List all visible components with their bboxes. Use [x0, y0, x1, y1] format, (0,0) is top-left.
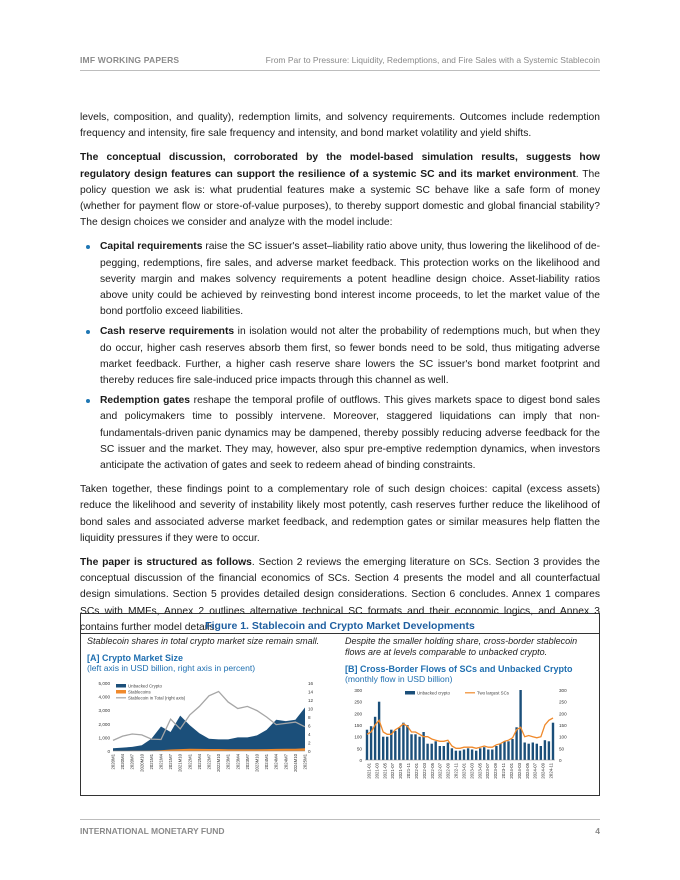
y-tick-label: 100 — [354, 734, 362, 740]
legend-label: Stablecoin in Total (right axis) — [128, 695, 186, 701]
panel-b-note: Despite the smaller holding share, cross-border stablecoin flows are at levels comparable to unbacked crypto. — [345, 636, 578, 657]
x-tick-label: 2022-05 — [429, 763, 435, 779]
bar-unbacked-crypto — [552, 723, 554, 760]
bar-unbacked-crypto — [487, 750, 489, 761]
bar-unbacked-crypto — [447, 743, 449, 761]
bar-unbacked-crypto — [426, 744, 428, 760]
panel-b-title: [B] Cross-Border Flows of SCs and Unbacked Crypto — [345, 664, 573, 674]
x-tick-label: 2022M4 — [196, 754, 202, 770]
x-tick-label: 2021-11 — [406, 763, 412, 779]
crypto-market-size-chart — [87, 673, 332, 783]
x-tick-label: 2021M10 — [177, 754, 183, 772]
paragraph-text: . The policy question we ask is: what prudential features make a systemic SC behave like a safe form of money (whether for payment flow or store-of-value purposes), to thereby support domestic and global financial stability? The design choices we consider and analyze with the model include: — [80, 168, 600, 229]
bar-unbacked-crypto — [418, 737, 420, 760]
x-tick-label: 2021M1 — [148, 754, 154, 770]
x-tick-label: 2023M10 — [254, 754, 260, 772]
panel-a — [87, 636, 332, 788]
bar-unbacked-crypto — [406, 725, 408, 760]
figure-box — [80, 613, 600, 796]
series-area-unbacked-crypto — [113, 708, 305, 752]
bar-unbacked-crypto — [398, 727, 400, 760]
x-tick-label: 2024-09 — [540, 763, 546, 779]
x-tick-label: 2024M7 — [283, 754, 289, 770]
bold-lead: Capital requirements — [100, 241, 203, 253]
bar-unbacked-crypto — [443, 746, 445, 760]
bold-lead: The paper is structured as follows — [80, 557, 252, 569]
x-tick-label: 2023M1 — [225, 754, 231, 770]
bar-unbacked-crypto — [455, 751, 457, 760]
y-tick-label: 300 — [354, 688, 362, 693]
y2-tick-label: 0 — [559, 758, 562, 763]
y2-tick-label: 8 — [308, 715, 311, 720]
x-tick-label: 2024-01 — [508, 763, 514, 779]
x-tick-label: 2023-03 — [469, 763, 475, 779]
legend-label: Unbacked crypto — [417, 690, 450, 696]
footer-rule — [80, 819, 600, 820]
x-tick-label: 2022M1 — [187, 754, 193, 770]
x-tick-label: 2024M4 — [273, 754, 279, 770]
list-item-text: raise the SC issuer's asset–liability ratio above unity, thus lowering the likelihood of de-pegging, redemptions, fire sales, and adverse market feedback. This protection works on the likelihood and severity margin and makes solvency requirements a potent headline design choice. Asset-liability ratios above unity could be achieved by reinvesting bond interest income proceeds, to let the market value of the bond portfolio exceed liabilities. — [100, 241, 600, 318]
y-tick-label: 150 — [354, 723, 362, 728]
bar-unbacked-crypto — [548, 741, 550, 760]
x-tick-label: 2024-11 — [548, 763, 554, 779]
y2-tick-label: 300 — [559, 688, 567, 693]
list-item — [100, 239, 600, 320]
bar-unbacked-crypto — [414, 734, 416, 760]
bar-unbacked-crypto — [495, 746, 497, 760]
legend-swatch — [405, 691, 415, 695]
x-tick-label: 2023-09 — [493, 763, 499, 779]
x-tick-label: 2021-07 — [390, 763, 396, 779]
bar-unbacked-crypto — [532, 743, 534, 761]
cross-border-flows-chart — [345, 684, 590, 794]
bar-unbacked-crypto — [540, 746, 542, 760]
bar-unbacked-crypto — [471, 750, 473, 761]
x-tick-label: 2020M7 — [129, 754, 135, 770]
legend-label: Unbacked Crypto — [128, 683, 162, 689]
bar-unbacked-crypto — [463, 750, 465, 761]
bullet-list — [80, 239, 600, 474]
y-tick-label: 250 — [354, 699, 362, 705]
list-item-text: reshape the temporal profile of outflows. This gives markets space to digest bond sales and policymakers time to possibly intervene. Moreover, staggered liquidations can imply that non-fundamentals-driven panic dynamics may be dampened, thereby possibly reducing adverse feedback for the SC issuer and the market. They may, however, also spur pre-emptive redemption dynamics, when investors anticipate the activation of gates and seek to redeem ahead of binding constraints. — [100, 395, 600, 472]
legend-label: Two largest SCs — [477, 690, 509, 696]
page-number: 4 — [595, 826, 600, 836]
y-tick-label: 4,000 — [98, 694, 110, 700]
list-item — [100, 324, 600, 389]
legend-swatch — [116, 684, 126, 688]
y2-tick-label: 12 — [308, 698, 314, 703]
bar-unbacked-crypto — [439, 746, 441, 760]
header-series: IMF WORKING PAPERS — [80, 55, 180, 65]
bar-unbacked-crypto — [544, 740, 546, 760]
bold-lead: The conceptual discussion, corroborated by the model-based simulation results, suggests how regulatory design features can support the resilience of a systemic SC and its market environment — [80, 152, 600, 180]
legend-swatch — [116, 690, 126, 694]
panel-a-subtitle: (left axis in USD billion, right axis in percent) — [87, 663, 256, 673]
header-title: From Par to Pressure: Liquidity, Redemptions, and Fire Sales with a Systemic Stablecoin — [265, 55, 600, 65]
bar-unbacked-crypto — [451, 748, 453, 760]
panel-b-subtitle: (monthly flow in USD billion) — [345, 674, 453, 684]
figure-title: Figure 1. Stablecoin and Crypto Market Developments — [205, 620, 475, 632]
bar-unbacked-crypto — [524, 743, 526, 761]
x-tick-label: 2022M10 — [216, 754, 222, 772]
y2-tick-label: 6 — [308, 723, 311, 729]
paragraph — [80, 150, 600, 231]
bold-lead: Redemption gates — [100, 395, 191, 407]
x-tick-label: 2022-01 — [413, 763, 419, 779]
x-tick-label: 2023-01 — [461, 763, 467, 779]
y-tick-label: 3,000 — [98, 708, 110, 714]
bar-unbacked-crypto — [536, 744, 538, 760]
x-tick-label: 2023M7 — [244, 754, 250, 770]
x-tick-label: 2022-07 — [437, 763, 443, 779]
y2-tick-label: 0 — [308, 749, 311, 754]
x-tick-label: 2020M10 — [139, 754, 145, 772]
bar-unbacked-crypto — [431, 744, 433, 760]
y2-tick-label: 100 — [559, 734, 567, 740]
bar-unbacked-crypto — [459, 751, 461, 760]
bar-unbacked-crypto — [491, 750, 493, 761]
y-tick-label: 2,000 — [98, 721, 110, 727]
x-tick-label: 2022-03 — [421, 763, 427, 779]
bar-unbacked-crypto — [479, 748, 481, 760]
x-tick-label: 2023M4 — [235, 754, 241, 770]
y2-tick-label: 200 — [559, 711, 567, 717]
bar-unbacked-crypto — [435, 741, 437, 760]
paragraph-text: . Section 2 reviews the emerging literature on SCs. Section 3 provides the conceptual discussion of the financial economics of SCs. Section 4 presents the model and all counterfactual design simulations. Section 5 provides detailed design considerations. Section 6 concludes. Annex 1 compares SCs with MMFs, Annex 2 outlines alternative technical SC formats and their economic logics, and Annex 3 contains further model details. — [80, 557, 601, 633]
bar-unbacked-crypto — [394, 731, 396, 760]
x-tick-label: 2023-11 — [501, 763, 507, 779]
x-tick-label: 2022-09 — [445, 763, 451, 779]
y-tick-label: 0 — [359, 758, 362, 763]
bar-unbacked-crypto — [386, 737, 388, 760]
figure-title-rule — [81, 633, 599, 634]
bar-unbacked-crypto — [378, 702, 380, 760]
list-item — [100, 393, 600, 474]
panel-b — [345, 636, 590, 799]
y-tick-label: 1,000 — [98, 735, 110, 741]
x-tick-label: 2024-05 — [524, 763, 530, 779]
x-tick-label: 2022-11 — [453, 763, 459, 779]
y2-tick-label: 150 — [559, 723, 567, 728]
x-tick-label: 2023-07 — [485, 763, 491, 779]
x-tick-label: 2021M4 — [158, 754, 164, 770]
x-tick-label: 2021-09 — [398, 763, 404, 779]
panel-a-title: [A] Crypto Market Size — [87, 653, 184, 663]
x-tick-label: 2025M1 — [302, 754, 308, 770]
y2-tick-label: 4 — [308, 732, 311, 737]
bold-lead: Cash reserve requirements — [100, 326, 235, 338]
y-tick-label: 5,000 — [98, 681, 110, 686]
paragraph: levels, composition, and quality), redemption limits, and solvency requirements. Outcomes include redemption frequency and intensity, fire sale frequency and intensity, and bond market volatility and yield shifts. — [80, 112, 600, 140]
x-tick-label: 2021-01 — [366, 763, 372, 779]
bar-unbacked-crypto — [467, 748, 469, 760]
paragraph: Taken together, these findings point to a complementary role of such design choices: capital (excess assets) reduce the likelihood and severity of instability likely most potently, cash reserves further reduce the likelihood of bond sales and associated adverse market feedback, and redemption gates or similar measures help flatten the liquidity pressures if they were to occur. — [80, 484, 600, 544]
y-tick-label: 0 — [107, 749, 110, 754]
legend-label: Stablecoins — [128, 689, 151, 695]
bar-unbacked-crypto — [475, 751, 477, 760]
y-tick-label: 50 — [356, 746, 362, 752]
list-item-text: in isolation would not alter the probability of redemptions much, but when they do occur, higher cash reserves absorb them first, so fewer bonds need to be sold, thus mitigating adverse market feedback. Further, a higher cash reserve share lowers the SC issuer's bond market footprint and thereby reduces fire sale-induced price impacts through this channel as well. — [100, 326, 600, 387]
x-tick-label: 2024M1 — [264, 754, 270, 770]
bar-unbacked-crypto — [503, 741, 505, 760]
bar-unbacked-crypto — [382, 737, 384, 760]
x-tick-label: 2020M4 — [120, 754, 126, 770]
bar-unbacked-crypto — [483, 747, 485, 760]
bar-unbacked-crypto — [511, 739, 513, 760]
y2-tick-label: 16 — [308, 681, 314, 686]
bar-unbacked-crypto — [519, 690, 521, 760]
header-rule — [80, 70, 600, 71]
x-tick-label: 2024-03 — [516, 763, 522, 779]
x-tick-label: 2020M1 — [110, 754, 116, 770]
main-text — [80, 110, 600, 644]
y2-tick-label: 14 — [308, 689, 314, 695]
y2-tick-label: 50 — [559, 746, 565, 752]
bar-unbacked-crypto — [528, 744, 530, 760]
footer — [80, 826, 600, 836]
x-tick-label: 2023-05 — [477, 763, 483, 779]
y2-tick-label: 250 — [559, 699, 567, 705]
x-tick-label: 2024-07 — [532, 763, 538, 779]
bar-unbacked-crypto — [410, 734, 412, 760]
footer-org: INTERNATIONAL MONETARY FUND — [80, 826, 225, 836]
panel-a-note: Stablecoin shares in total crypto market size remain small. — [87, 636, 320, 646]
x-tick-label: 2021M7 — [168, 754, 174, 770]
bar-unbacked-crypto — [507, 741, 509, 760]
bar-unbacked-crypto — [499, 744, 501, 760]
x-tick-label: 2022M7 — [206, 754, 212, 770]
y-tick-label: 200 — [354, 711, 362, 717]
y2-tick-label: 2 — [308, 740, 311, 746]
x-tick-label: 2021-05 — [382, 763, 388, 779]
x-tick-label: 2024M10 — [292, 754, 298, 772]
bar-unbacked-crypto — [402, 723, 404, 760]
x-tick-label: 2021-03 — [374, 763, 380, 779]
y2-tick-label: 10 — [308, 706, 314, 712]
